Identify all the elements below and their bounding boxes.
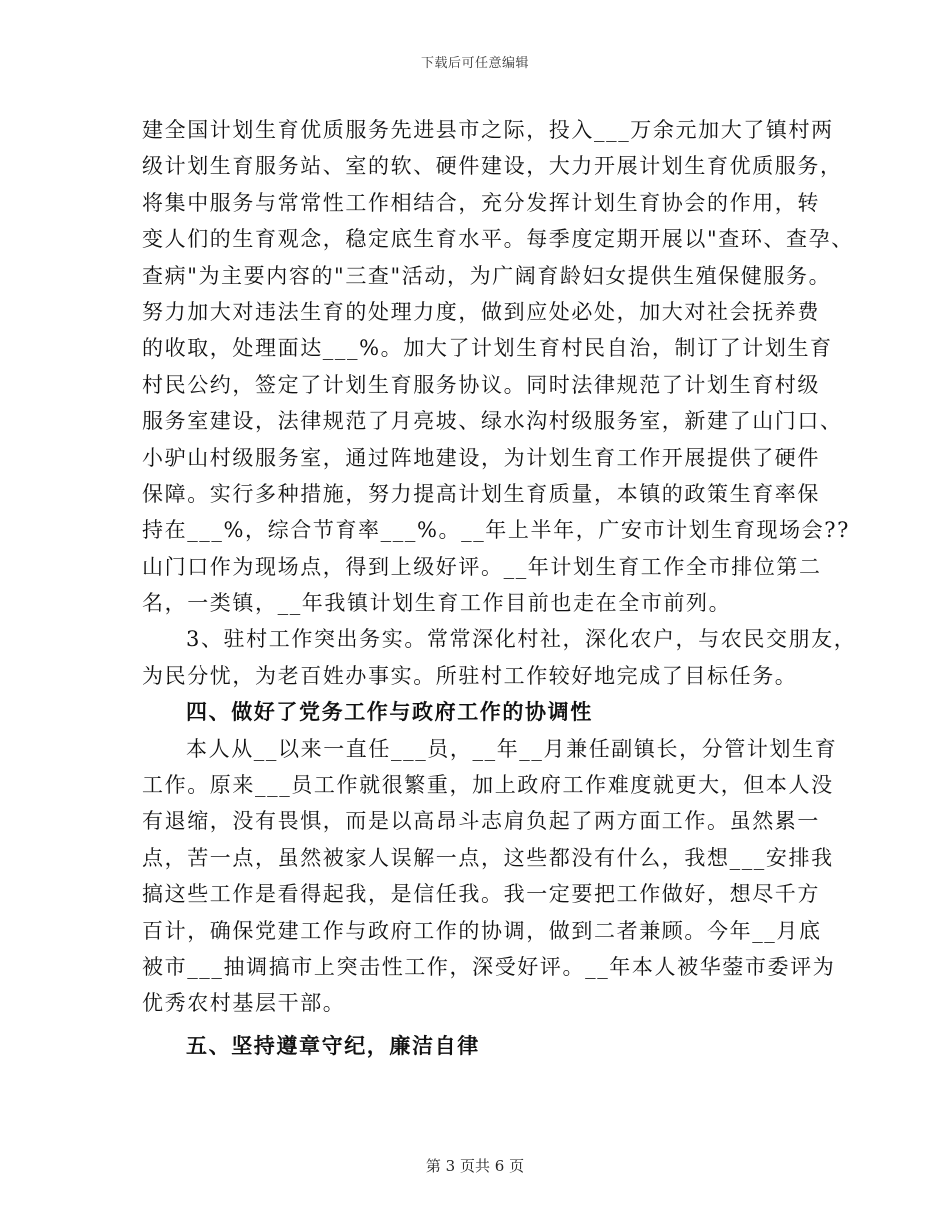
paragraph-line: 点，苦一点，虽然被家人误解一点，这些都没有什么，我想___安排我: [142, 845, 834, 870]
paragraph-line: 建全国计划生育优质服务先进县市之际，投入___万余元加大了镇村两: [142, 118, 834, 142]
paragraph-line: 山门口作为现场点，得到上级好评。__年计划生育工作全市排位第二: [142, 554, 822, 579]
paragraph-line: 将集中服务与常常性工作相结合，充分发挥计划生育协会的作用，转: [142, 190, 820, 215]
paragraph-line: 本人从__以来一直任___员，__年__月兼任副镇长，分管计划生育: [186, 736, 838, 761]
paragraph-line: 持在___%，综合节育率___%。__年上半年，广安市计划生育现场会??: [142, 518, 851, 543]
paragraph-line: 的收取，处理面达___%。加大了计划生育村民自治，制订了计划生育: [142, 336, 833, 361]
paragraph-line: 级计划生育服务站、室的软、硬件建设，大力开展计划生育优质服务，: [142, 154, 843, 179]
paragraph-line: 优秀农村基层干部。: [142, 991, 346, 1016]
paragraph-line: 有退缩，没有畏惧，而是以高昂斗志肩负起了两方面工作。虽然累一: [142, 809, 820, 834]
section-heading: 五、坚持遵章守纪，廉洁自律: [186, 1032, 480, 1058]
paragraph-line: 查病"为主要内容的"三查"活动，为广阔育龄妇女提供生殖保健服务。: [142, 263, 832, 288]
paragraph-line: 名，一类镇，__年我镇计划生育工作目前也走在全市前列。: [142, 591, 732, 616]
paragraph-line: 小驴山村级服务室，通过阵地建设，为计划生育工作开展提供了硬件: [142, 445, 820, 470]
paragraph-line: 3、驻村工作突出务实。常常深化村社，深化农户，与农民交朋友，: [186, 627, 857, 652]
paragraph-line: 被市___抽调搞市上突击性工作，深受好评。__年本人被华蓥市委评为: [142, 954, 836, 979]
document-body: [142, 112, 857, 1064]
paragraph-line: 服务室建设，法律规范了月亮坡、绿水沟村级服务室，新建了山门口、: [142, 409, 843, 434]
paragraph-line: 工作。原来___员工作就很繁重，加上政府工作难度就更大，但本人没: [142, 773, 834, 798]
paragraph-line: 搞这些工作是看得起我，是信任我。我一定要把工作做好，想尽千方: [142, 882, 820, 907]
paragraph-line: 变人们的生育观念，稳定底生育水平。每季度定期开展以"查环、查孕、: [142, 227, 854, 252]
paragraph-line: 努力加大对违法生育的处理力度，做到应处必处，加大对社会抚养费: [142, 299, 820, 324]
paragraph-line: 百计，确保党建工作与政府工作的协调，做到二者兼顾。今年__月底: [142, 918, 822, 943]
section-heading: 四、做好了党务工作与政府工作的协调性: [186, 699, 593, 725]
paragraph-line: 为民分忧，为老百姓办事实。所驻村工作较好地完成了目标任务。: [142, 663, 798, 688]
page-number: 第 3 页共 6 页: [425, 1157, 525, 1175]
paragraph-line: 村民公约，签定了计划生育服务协议。同时法律规范了计划生育村级: [142, 372, 820, 397]
paragraph-line: 保障。实行多种措施，努力提高计划生育质量，本镇的政策生育率保: [142, 481, 820, 506]
page-header: 下载后可任意编辑: [420, 56, 529, 71]
